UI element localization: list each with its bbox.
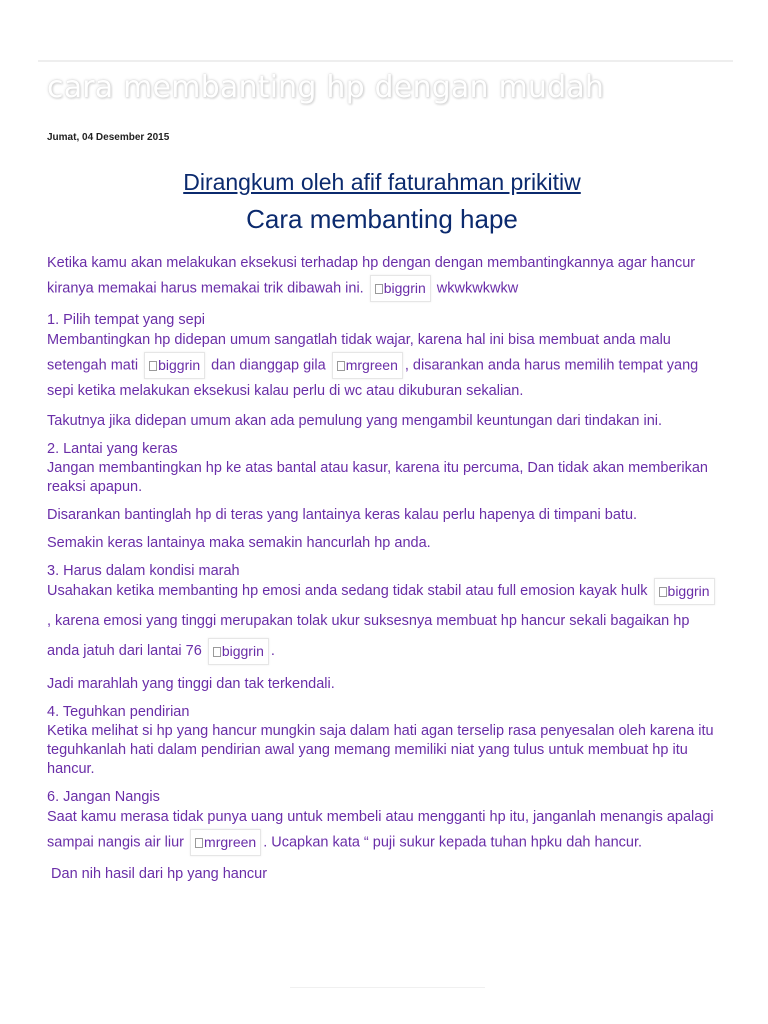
step-1-text-2: dan dianggap gila <box>207 357 330 374</box>
step-2-paragraph-3: Semakin keras lantainya maka semakin hancurlah hp anda. <box>47 535 431 551</box>
step-1-text-3: , disarankan anda harus memilih tempat yang sepi ketika melakukan eksekusi kalau perlu di wc atau dikuburan sekalian. <box>47 357 699 399</box>
emoticon-alt-text: biggrin <box>158 357 201 373</box>
emoticon-alt-text: mrgreen <box>204 834 257 850</box>
emoticon-alt-text: biggrin <box>667 582 710 599</box>
author-heading: Dirangkum oleh afif faturahman prikitiw <box>183 169 581 195</box>
step-3-text-3: . <box>270 643 275 659</box>
footer-divider <box>290 987 485 988</box>
step-3-paragraph <box>47 576 717 666</box>
step-4-heading: 4. Teguhkan pendirian <box>47 704 190 720</box>
broken-image-icon <box>149 361 157 371</box>
step-4-paragraph: Ketika melihat si hp yang hancur mungkin saja dalam hati agan terselip rasa penyesalan oleh karena itu teguhkanlah hati dalam pendirian awal yang memang memiliki niat yang tulus untuk membuat hp itu hancur. <box>47 723 714 777</box>
biggrin-emoticon <box>208 638 269 665</box>
step-2-heading: 2. Lantai yang keras <box>47 441 178 457</box>
mrgreen-emoticon <box>190 829 261 856</box>
step-1-heading: 1. Pilih tempat yang sepi <box>47 312 205 328</box>
broken-image-icon <box>195 838 203 848</box>
emoticon-alt-text: biggrin <box>383 280 426 296</box>
intro-text: Ketika kamu akan melakukan eksekusi terhadap hp dengan dengan membantingkannya agar hancur kiranya memakai harus memakai trik dibawah ini. <box>47 255 696 297</box>
post-date: Jumat, 04 Desember 2015 <box>47 132 170 143</box>
step-6-text-2: . Ucapkan kata “ puji sukur kepada tuhan hpku dah hancur. <box>263 834 643 851</box>
step-3-text: Usahakan ketika membanting hp emosi anda sedang tidak stabil atau full emosion kayak hulk <box>47 583 652 599</box>
step-1-paragraph-2: Takutnya jika didepan umum akan ada pemulung yang mengambil keuntungan dari tindakan ini. <box>47 413 663 429</box>
closing-line: Dan nih hasil dari hp yang hancur <box>47 866 268 882</box>
step-6-text: Saat kamu merasa tidak punya uang untuk membeli atau mengganti hp itu, janganlah menangis apalagi sampai nangis air liur <box>47 809 714 851</box>
broken-image-icon <box>659 587 667 597</box>
emoticon-alt-text: mrgreen <box>345 357 398 373</box>
step-3-heading: 3. Harus dalam kondisi marah <box>47 563 240 579</box>
step-6-heading: 6. Jangan Nangis <box>47 789 160 805</box>
post-body <box>47 165 717 893</box>
blog-title[interactable]: cara membanting hp dengan mudah <box>47 70 605 105</box>
step-2-paragraph: Jangan membantingkan hp ke atas bantal atau kasur, karena itu percuma, Dan tidak akan memberikan reaksi apapun. <box>47 460 708 495</box>
post-title: Cara membanting hape <box>246 204 518 234</box>
step-3-paragraph-2: Jadi marahlah yang tinggi dan tak terkendali. <box>47 676 335 692</box>
biggrin-emoticon <box>654 578 715 605</box>
mrgreen-emoticon <box>332 352 403 379</box>
broken-image-icon <box>213 647 221 657</box>
biggrin-emoticon <box>144 352 205 379</box>
broken-image-icon <box>337 361 345 371</box>
intro-paragraph <box>47 251 717 302</box>
broken-image-icon <box>375 284 383 294</box>
step-1-paragraph <box>47 328 717 403</box>
intro-text-end: wkwkwkwkw <box>432 280 519 297</box>
step-1-text: Membantingkan hp didepan umum sangatlah tidak wajar, karena hal ini bisa membuat anda malu setengah mati <box>47 332 671 374</box>
biggrin-emoticon <box>370 275 431 302</box>
emoticon-alt-text: biggrin <box>221 642 264 659</box>
step-3-text-2: , karena emosi yang tinggi merupakan tolak ukur suksesnya membuat hp hancur sekali bagaikan hp anda jatuh dari lantai 76 <box>47 613 690 659</box>
step-2-paragraph-2: Disarankan bantinglah hp di teras yang lantainya keras kalau perlu hapenya di timpani batu. <box>47 507 638 523</box>
step-6-paragraph <box>47 805 717 856</box>
header-divider <box>38 60 733 62</box>
